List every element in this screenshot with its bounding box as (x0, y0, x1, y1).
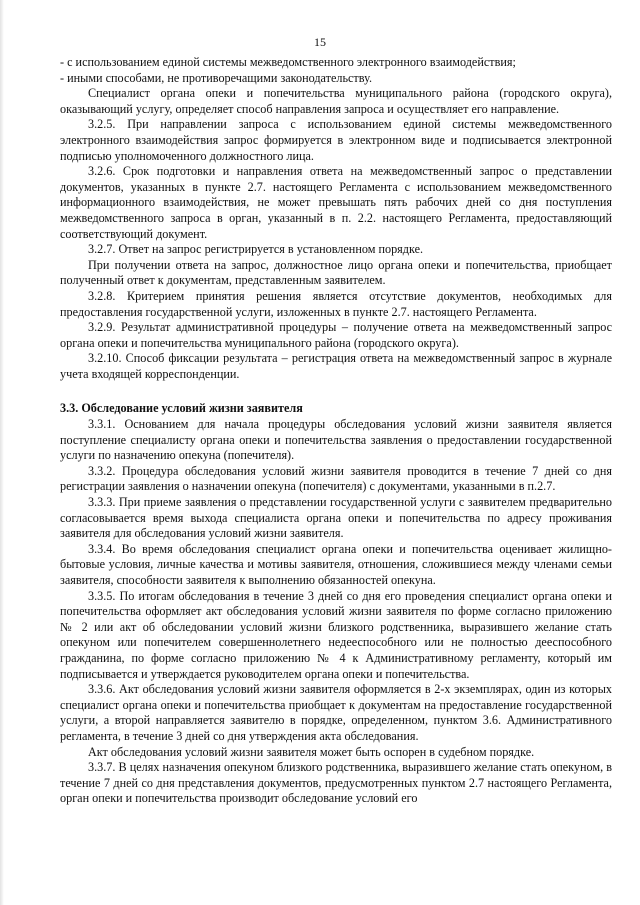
paragraph: - иными способами, не противоречащими законодательству. (60, 70, 373, 85)
page-edge-shadow (0, 0, 4, 905)
paragraph: 3.2.6. Срок подготовки и направления ответа на межведомственный запрос о представлении документов, указанных в пункте 2.7. настоящего Регламента с использованием межведомственного информационного взаимодействия, не может превышать пять рабочих дней со дня поступления межведомственного запроса в орган, указанный в п. 2.2. настоящего Регламента, предоставляющий соответствующий документ. (60, 164, 612, 241)
page-number: 15 (314, 35, 326, 49)
section-heading: 3.3. Обследование условий жизни заявителя (60, 401, 303, 416)
paragraph: 3.3.2. Процедура обследования условий жизни заявителя проводится в течение 7 дней со дня регистрации заявления о назначении опекуна (попечителя) с документами, указанными в п.2.7. (60, 463, 612, 494)
paragraph: 3.2.8. Критерием принятия решения является отсутствие документов, необходимых для предоставления государственной услуги, изложенных в пункте 2.7. настоящего Регламента. (60, 288, 612, 319)
paragraph: При получении ответа на запрос, должностное лицо органа опеки и попечительства, приобщает полученный ответ к документам, представленным заявителем. (60, 257, 612, 288)
paragraph: 3.3.5. По итогам обследования в течение 3 дней со дня его проведения специалист органа опеки и попечительства оформляет акт обследования условий жизни заявителя по форме согласно приложению № 2 или акт об обследовании условий жизни близкого родственника, выразившего желание стать опекуном или попечителем совершеннолетнего недееспособного или не полностью дееспособного гражданина, по форме согласно приложению № 4 к Административному регламенту, который им подписывается и утверждается руководителем органа опеки и попечительства. (60, 588, 612, 681)
paragraph: 3.3.4. Во время обследования специалист органа опеки и попечительства оценивает жилищно-бытовые условия, личные качества и мотивы заявителя, отношения, сложившиеся между членами семьи заявителя, способности заявителя к выполнению обязанностей опекуна. (60, 541, 612, 587)
paragraph: 3.3.6. Акт обследования условий жизни заявителя оформляется в 2-х экземплярах, один из которых специалист органа опеки и попечительства приобщает к документам на предоставление государственной услуги, а второй направляется заявителю в порядке, определенном, пунктом 3.6. Административного регламента, в течение 3 дней со дня утверждения акта обследования. (60, 682, 612, 743)
paragraph: 3.3.7. В целях назначения опекуном близкого родственника, выразившего желание стать опекуном, в течение 7 дней со дня представления документов, предусмотренных пунктом 2.7 настоящего Регламента, орган опеки и попечительства производит обследование условий его (60, 760, 612, 806)
paragraph: 3.3.3. При приеме заявления о представлении государственной услуги с заявителем предварительно согласовывается время выхода специалиста органа опеки и попечительства по адресу проживания заявителя для обследования условий жизни заявителя. (60, 495, 612, 541)
paragraph: 3.2.10. Способ фиксации результата – регистрация ответа на межведомственный запрос в журнале учета входящей корреспонденции. (60, 351, 612, 381)
document-body (60, 55, 612, 807)
paragraph: - с использованием единой системы межведомственного электронного взаимодействия; (60, 55, 516, 69)
paragraph: 3.3.1. Основанием для начала процедуры обследования условий жизни заявителя является поступление специалисту органа опеки и попечительства заявления о предоставлении государственной услуги по назначению опекуна (попечителя). (60, 417, 612, 463)
paragraph: 3.2.5. При направлении запроса с использованием единой системы межведомственного электронного взаимодействия запрос формируется в электронном виде и подписывается электронной подписью уполномоченного должностного лица. (60, 117, 612, 163)
paragraph: Специалист органа опеки и попечительства муниципального района (городского округа), оказывающий услугу, определяет способ направления запроса и осуществляет его направление. (60, 86, 612, 116)
paragraph: Акт обследования условий жизни заявителя может быть оспорен в судебном порядке. (88, 744, 535, 759)
paragraph: 3.2.7. Ответ на запрос регистрируется в установленном порядке. (88, 242, 424, 257)
paragraph: 3.2.9. Результат административной процедуры – получение ответа на межведомственный запрос органа опеки и попечительства муниципального района (городского округа). (60, 320, 612, 350)
